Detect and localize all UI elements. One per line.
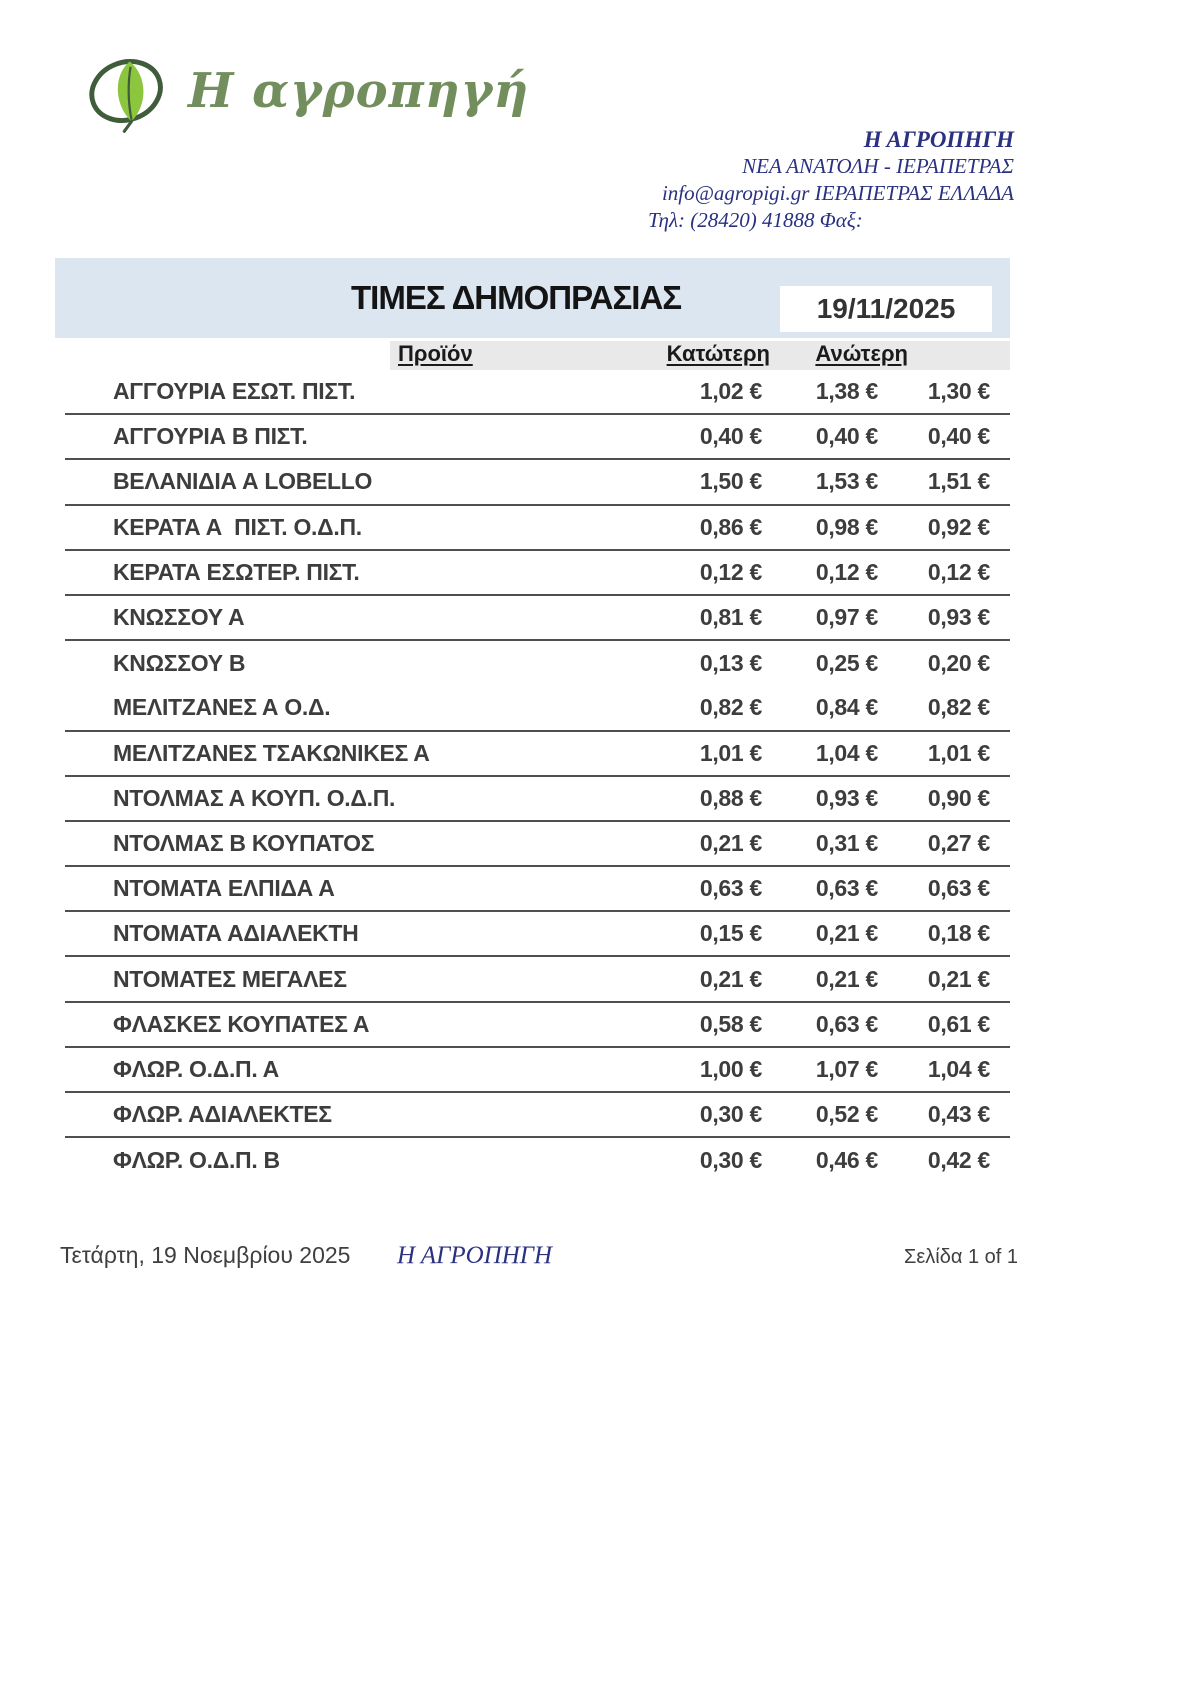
- product-name: ΚΝΩΣΣΟΥ Β: [113, 650, 246, 677]
- product-name: ΚΝΩΣΣΟΥ Α: [113, 604, 245, 631]
- price-avg: 0,12 €: [927, 558, 990, 585]
- header-high: Ανώτερη: [815, 341, 908, 366]
- page-footer: [55, 1242, 1018, 1276]
- price-high: 1,38 €: [815, 378, 878, 405]
- table-row: [65, 912, 1010, 957]
- header-low: Κατώτερη: [666, 341, 770, 366]
- price-avg: 1,01 €: [927, 739, 990, 766]
- header-product: Προϊόν: [398, 341, 473, 366]
- product-name: ΑΓΓΟΥΡΙΑ Β ΠΙΣΤ.: [113, 423, 308, 450]
- price-avg: 0,82 €: [927, 694, 990, 721]
- auction-date: 19/11/2025: [816, 293, 956, 324]
- price-avg: 0,93 €: [927, 604, 990, 631]
- price-low: 0,88 €: [699, 784, 762, 811]
- price-high: 1,53 €: [815, 468, 878, 495]
- price-avg: 0,43 €: [927, 1101, 990, 1128]
- product-name: ΜΕΛΙΤΖΑΝΕΣ Α Ο.Δ.: [113, 694, 331, 721]
- table-row: [65, 370, 1010, 415]
- table-row: [65, 415, 1010, 460]
- price-low: 1,02 €: [699, 378, 762, 405]
- price-avg: 0,63 €: [927, 875, 990, 902]
- table-row: [65, 1138, 1010, 1183]
- product-name: ΝΤΟΜΑΤΕΣ ΜΕΓΑΛΕΣ: [113, 965, 347, 992]
- product-name: ΒΕΛΑΝΙΔΙΑ Α LOBELLO: [113, 468, 373, 495]
- price-high: 0,93 €: [815, 784, 878, 811]
- product-name: ΑΓΓΟΥΡΙΑ ΕΣΩΤ. ΠΙΣΤ.: [113, 378, 356, 405]
- table-row: [65, 551, 1010, 596]
- leaf-logo-icon: [82, 48, 172, 134]
- price-low: 0,21 €: [699, 829, 762, 856]
- price-low: 0,30 €: [699, 1101, 762, 1128]
- logo-brand-text: Η αγροπηγή: [188, 63, 530, 119]
- price-avg: 0,21 €: [927, 965, 990, 992]
- price-high: 0,21 €: [815, 965, 878, 992]
- price-avg: 1,04 €: [927, 1055, 990, 1082]
- table-header-row: [390, 341, 1010, 370]
- table-row: [65, 686, 1010, 731]
- product-name: ΦΛΩΡ. Ο.Δ.Π. Β: [113, 1147, 280, 1174]
- price-high: 0,63 €: [815, 1010, 878, 1037]
- table-row: [65, 460, 1010, 505]
- date-box: [780, 286, 992, 332]
- price-high: 0,21 €: [815, 920, 878, 947]
- price-avg: 0,18 €: [927, 920, 990, 947]
- company-address: ΝΕΑ ΑΝΑΤΟΛΗ - ΙΕΡΑΠΕΤΡΑΣ: [742, 154, 1014, 178]
- price-avg: 1,30 €: [927, 378, 990, 405]
- price-low: 0,86 €: [699, 513, 762, 540]
- price-low: 1,01 €: [699, 739, 762, 766]
- table-row: [65, 506, 1010, 551]
- price-avg: 0,92 €: [927, 513, 990, 540]
- price-low: 1,00 €: [699, 1055, 762, 1082]
- price-high: 1,07 €: [815, 1055, 878, 1082]
- price-low: 0,63 €: [699, 875, 762, 902]
- price-low: 0,21 €: [699, 965, 762, 992]
- price-low: 0,12 €: [699, 558, 762, 585]
- price-low: 0,30 €: [699, 1147, 762, 1174]
- price-high: 0,97 €: [815, 604, 878, 631]
- document-title: ΤΙΜΕΣ ΔΗΜΟΠΡΑΣΙΑΣ: [351, 279, 682, 316]
- price-high: 0,31 €: [815, 829, 878, 856]
- price-low: 1,50 €: [699, 468, 762, 495]
- price-avg: 0,90 €: [927, 784, 990, 811]
- table-row: [65, 1003, 1010, 1048]
- price-low: 0,81 €: [699, 604, 762, 631]
- price-avg: 0,42 €: [927, 1147, 990, 1174]
- price-high: 0,25 €: [815, 650, 878, 677]
- price-avg: 0,61 €: [927, 1010, 990, 1037]
- price-high: 0,12 €: [815, 558, 878, 585]
- company-phone: Τηλ: (28420) 41888 Φαξ:: [648, 208, 863, 232]
- price-high: 0,98 €: [815, 513, 878, 540]
- price-avg: 1,51 €: [927, 468, 990, 495]
- product-name: ΚΕΡΑΤΑ Α ΠΙΣΤ. Ο.Δ.Π.: [113, 513, 362, 540]
- title-bar: [55, 258, 1010, 338]
- price-high: 0,46 €: [815, 1147, 878, 1174]
- table-row: [65, 777, 1010, 822]
- product-name: ΝΤΟΛΜΑΣ Α ΚΟΥΠ. Ο.Δ.Π.: [113, 784, 396, 811]
- table-row: [65, 641, 1010, 686]
- footer-page-number: Σελίδα 1 of 1: [903, 1246, 1018, 1268]
- company-name: Η ΑΓΡΟΠΗΓΗ: [863, 127, 1014, 152]
- table-row: [65, 867, 1010, 912]
- price-table-body: [65, 370, 1010, 1183]
- product-name: ΚΕΡΑΤΑ ΕΣΩΤΕΡ. ΠΙΣΤ.: [113, 558, 360, 585]
- price-avg: 0,20 €: [927, 650, 990, 677]
- price-high: 0,63 €: [815, 875, 878, 902]
- price-low: 0,58 €: [699, 1010, 762, 1037]
- price-high: 0,52 €: [815, 1101, 878, 1128]
- price-low: 0,13 €: [699, 650, 762, 677]
- footer-company: Η ΑΓΡΟΠΗΓΗ: [397, 1242, 553, 1269]
- product-name: ΦΛΩΡ. ΑΔΙΑΛΕΚΤΕΣ: [113, 1101, 332, 1128]
- price-low: 0,82 €: [699, 694, 762, 721]
- table-row: [65, 1048, 1010, 1093]
- price-avg: 0,40 €: [927, 423, 990, 450]
- price-low: 0,40 €: [699, 423, 762, 450]
- table-row: [65, 732, 1010, 777]
- table-row: [65, 957, 1010, 1002]
- product-name: ΝΤΟΜΑΤΑ ΑΔΙΑΛΕΚΤΗ: [113, 920, 359, 947]
- price-low: 0,15 €: [699, 920, 762, 947]
- table-row: [65, 822, 1010, 867]
- product-name: ΦΛΑΣΚΕΣ ΚΟΥΠΑΤΕΣ Α: [113, 1010, 370, 1037]
- product-name: ΦΛΩΡ. Ο.Δ.Π. Α: [113, 1055, 279, 1082]
- table-row: [65, 1093, 1010, 1138]
- product-name: ΜΕΛΙΤΖΑΝΕΣ ΤΣΑΚΩΝΙΚΕΣ Α: [113, 739, 430, 766]
- price-avg: 0,27 €: [927, 829, 990, 856]
- company-info: [634, 126, 1014, 234]
- price-high: 1,04 €: [815, 739, 878, 766]
- footer-date: Τετάρτη, 19 Νοεμβρίου 2025: [60, 1242, 351, 1268]
- price-high: 0,84 €: [815, 694, 878, 721]
- table-row: [65, 596, 1010, 641]
- company-contact: info@agropigi.gr ΙΕΡΑΠΕΤΡΑΣ ΕΛΛΑΔΑ: [661, 181, 1014, 205]
- product-name: ΝΤΟΛΜΑΣ Β ΚΟΥΠΑΤΟΣ: [113, 829, 375, 856]
- product-name: ΝΤΟΜΑΤΑ ΕΛΠΙΔΑ Α: [113, 875, 335, 902]
- company-logo: [82, 48, 529, 134]
- price-high: 0,40 €: [815, 423, 878, 450]
